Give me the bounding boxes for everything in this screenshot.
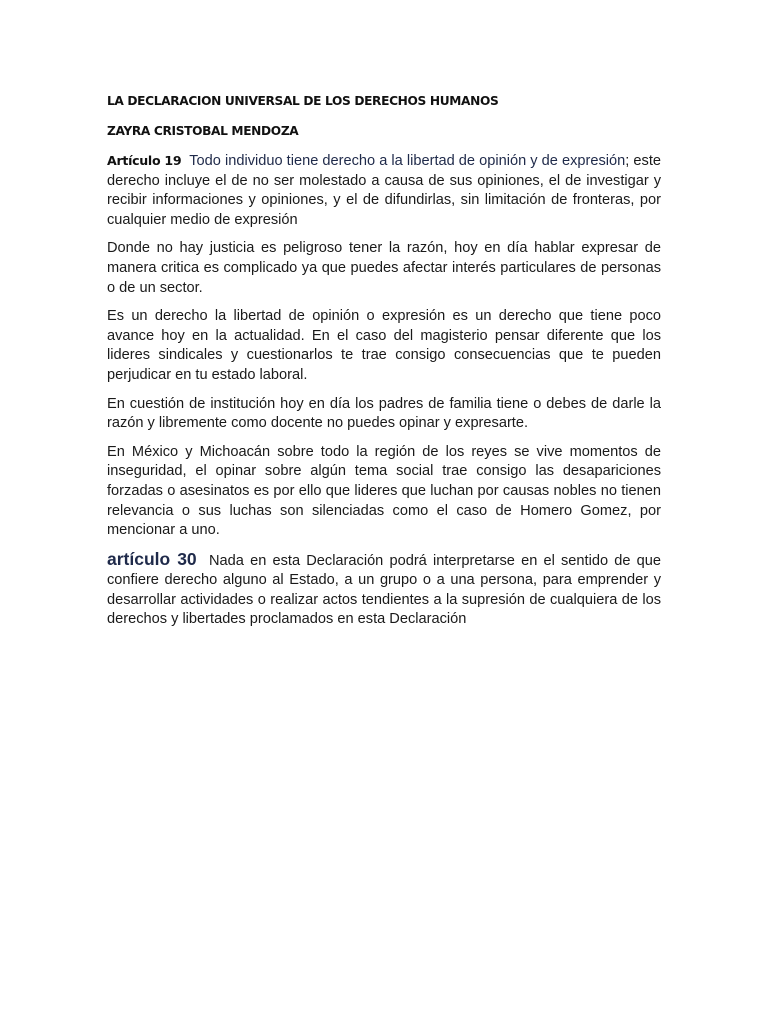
article-30-paragraph xyxy=(107,550,661,630)
paragraph-1: Donde no hay justicia es peligroso tener la razón, hoy en día hablar expresar de manera critica es complicado ya que puedes afectar interés particulares de personas o de un sector. xyxy=(107,240,661,296)
article-19-label: Artículo 19 xyxy=(107,153,182,168)
article-19-paragraph xyxy=(107,151,661,230)
article-19-rest: ; este derecho incluye el de no ser molestado a causa de sus opiniones, el de investigar y recibir informaciones y opiniones, y el de difundirlas, sin limitación de fronteras, por cualquier medio de expresión xyxy=(107,153,661,228)
article-19-lead: Todo individuo tiene derecho a la libertad de opinión y de expresión xyxy=(189,153,626,169)
author-name: ZAYRA CRISTOBAL MENDOZA xyxy=(107,124,299,138)
article-30-label: artículo 30 xyxy=(107,548,197,569)
document-page xyxy=(107,92,661,630)
paragraph-2: Es un derecho la libertad de opinión o expresión es un derecho que tiene poco avance hoy en la actualidad. En el caso del magisterio pensar diferente que los lideres sindicales y cuestionarlos te trae consigo consecuencias que te pueden perjudicar en tu estado laboral. xyxy=(107,308,661,383)
paragraph-4: En México y Michoacán sobre todo la región de los reyes se vive momentos de inseguridad, el opinar sobre algún tema social trae consigo las desapariciones forzadas o asesinatos es por ello que lideres que luchan por causas nobles no tienen relevancia o sus luchas son silenciadas como el caso de Homero Gomez, por mencionar a uno. xyxy=(107,443,661,539)
paragraph-3: En cuestión de institución hoy en día los padres de familia tiene o debes de darle la razón y libremente como docente no puedes opinar y expresarte. xyxy=(107,395,661,432)
document-title: LA DECLARACION UNIVERSAL DE LOS DERECHOS HUMANOS xyxy=(107,94,499,108)
article-30-text: Nada en esta Declaración podrá interpretarse en el sentido de que confiere derecho alguno al Estado, a un grupo o a una persona, para emprender y desarrollar actividades o realizar actos tendientes a la supresión de cualquiera de los derechos y libertades proclamados en esta Declaración xyxy=(107,552,661,628)
